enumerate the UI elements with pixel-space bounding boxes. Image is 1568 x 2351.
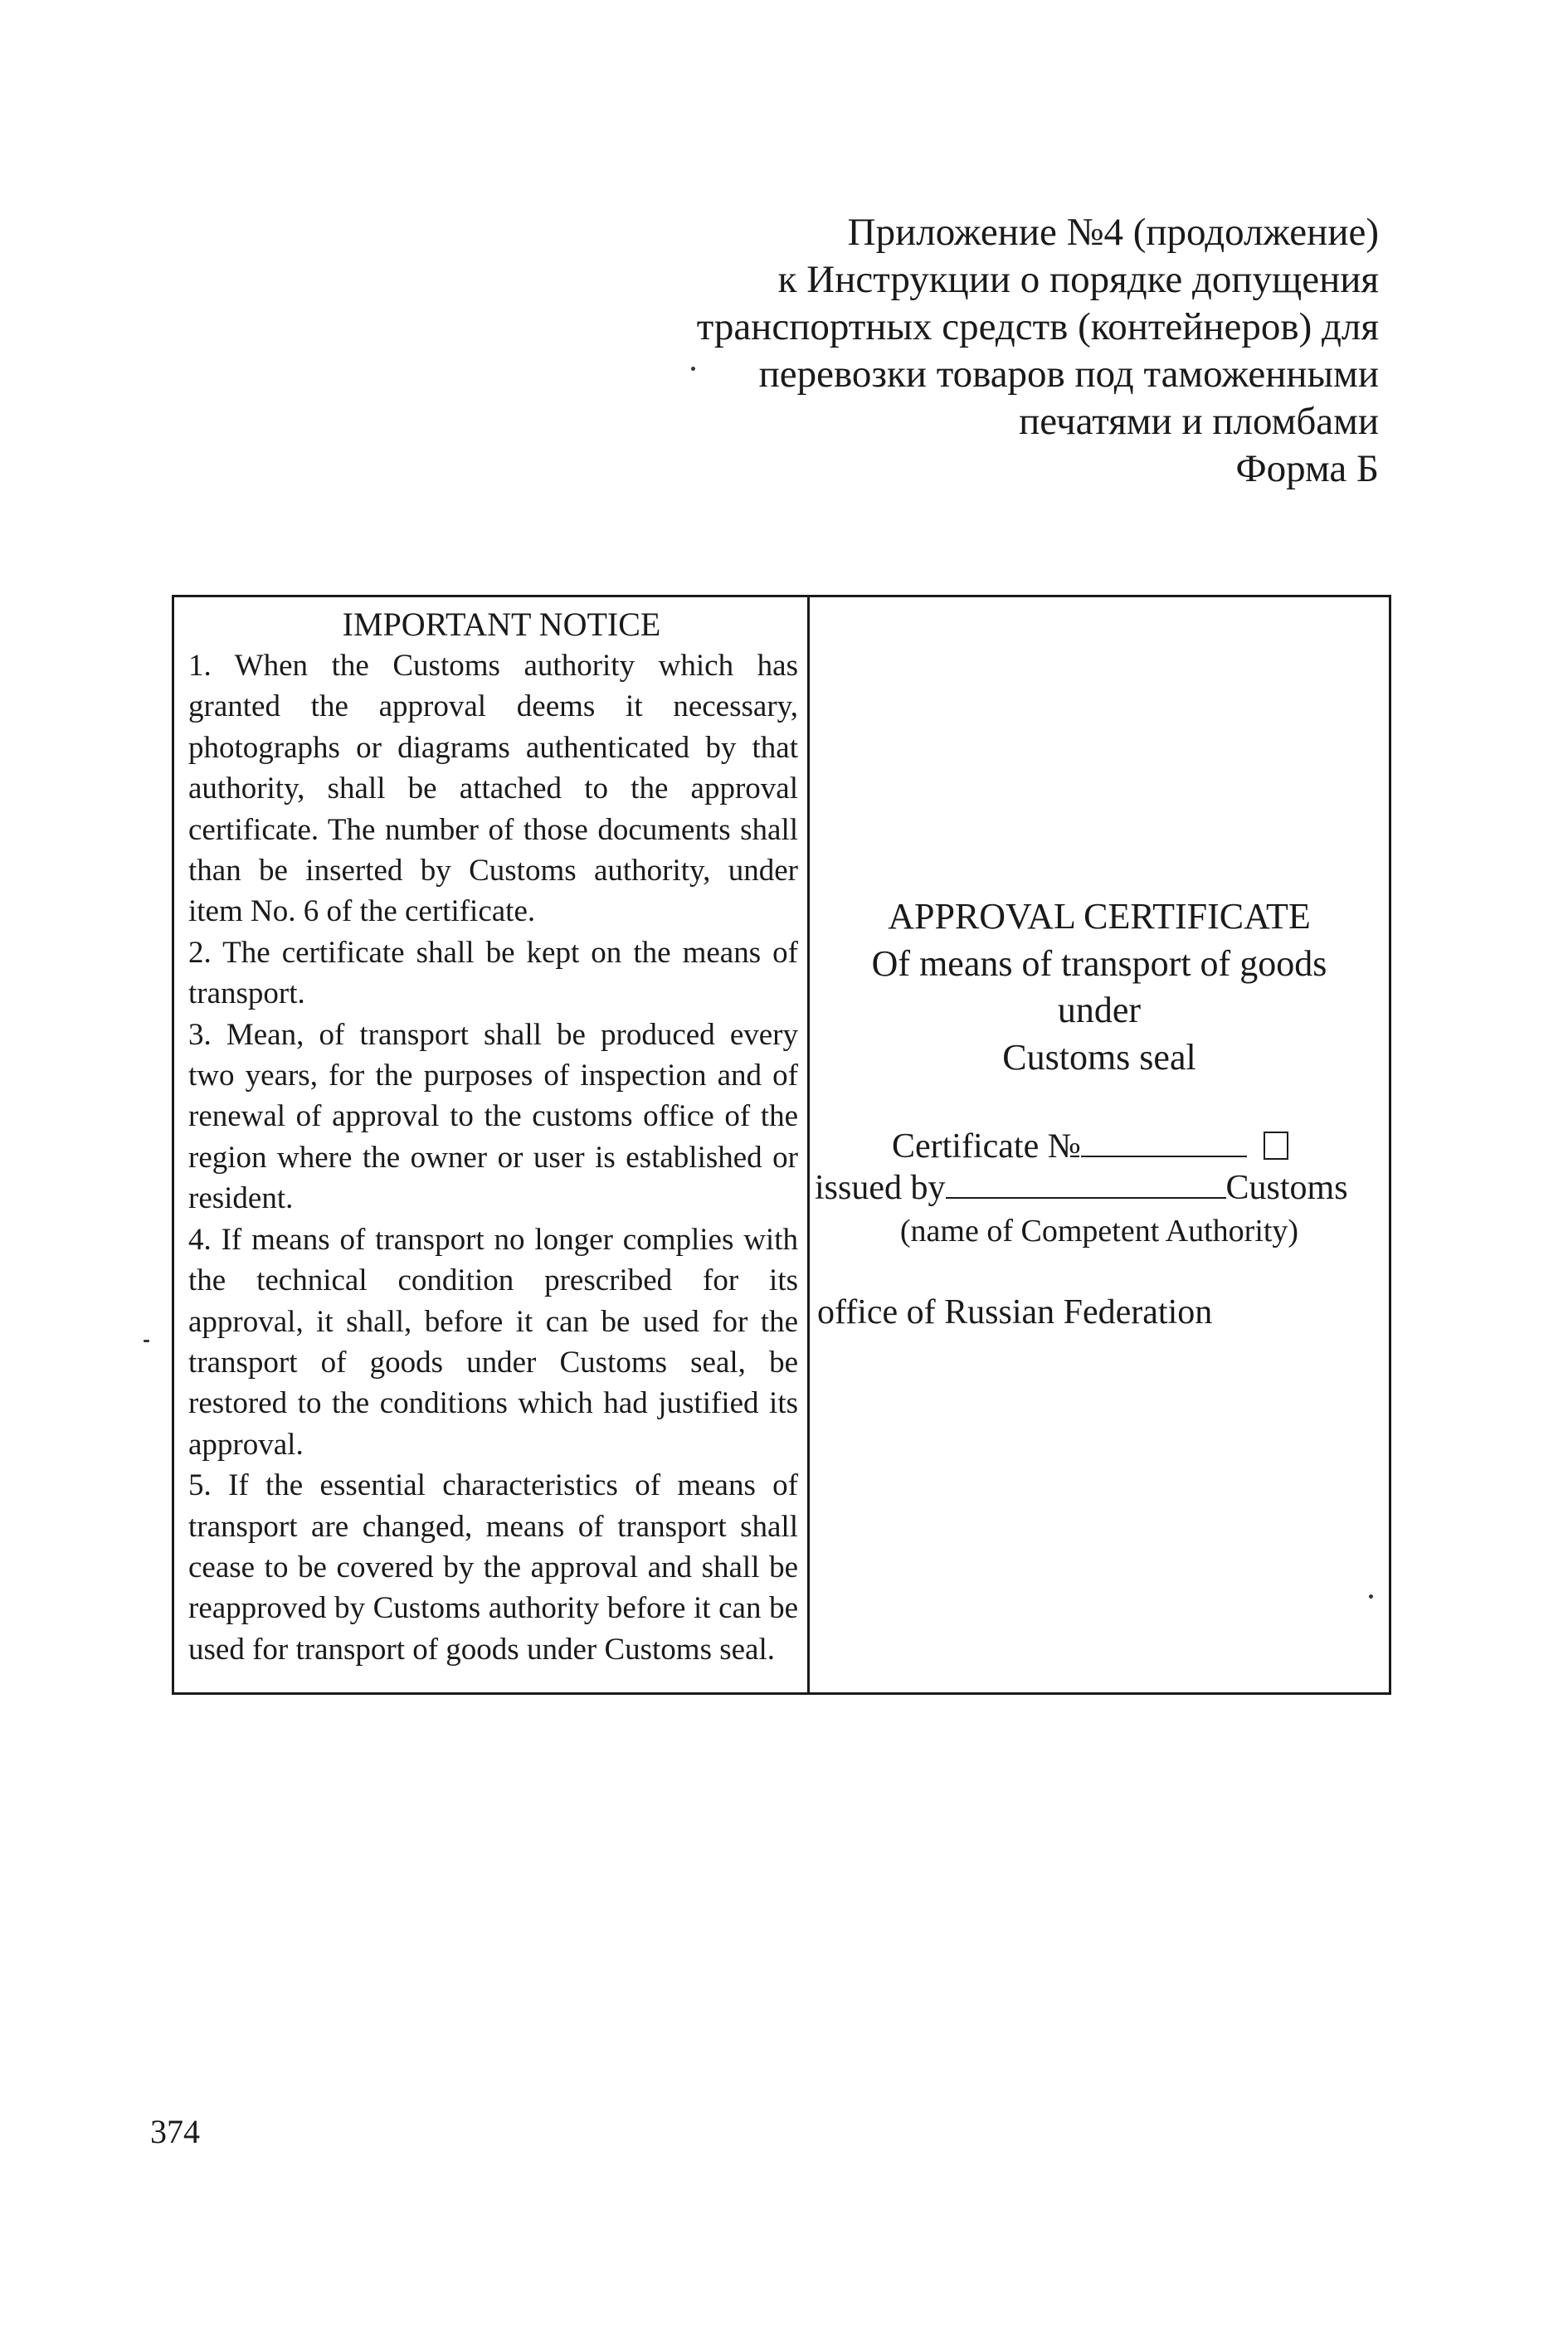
scan-speck bbox=[144, 1340, 149, 1342]
certificate-title-line: under bbox=[1057, 990, 1142, 1030]
scan-speck bbox=[1369, 1594, 1373, 1599]
column-divider bbox=[807, 597, 810, 1692]
annex-header bbox=[632, 209, 1379, 493]
certificate-title-line: Of means of transport of goods bbox=[871, 942, 1327, 984]
notice-item-2: 2. The certificate shall be kept on the means of transport. bbox=[188, 935, 798, 1011]
certificate-number-field[interactable] bbox=[1081, 1127, 1247, 1157]
scan-speck bbox=[691, 367, 695, 371]
form-label: Форма Б bbox=[1235, 447, 1379, 490]
notice-item-5: 5. If the essential characteristics of means of transport are changed, means of transport shall cease to be covered by the approval and shall be reapproved by Customs authority before it can be used for transport of goods under Customs seal. bbox=[188, 1468, 798, 1667]
certificate-form-table bbox=[172, 595, 1391, 1695]
certificate-number-label: Certificate № bbox=[892, 1127, 1081, 1166]
annex-line: печатями и пломбами bbox=[1019, 400, 1379, 443]
issued-by-row bbox=[815, 1167, 1348, 1209]
notice-item-4: 4. If means of transport no longer complies with the technical condition prescribed for its approval, it shall, before it can be used for the transport of goods under Customs seal, be restored to the conditions which had justified its approval. bbox=[188, 1222, 798, 1462]
annex-line: к Инструкции о порядке допущения bbox=[777, 258, 1379, 301]
certificate-title bbox=[817, 893, 1381, 1081]
certificate-title-line: APPROVAL CERTIFICATE bbox=[888, 896, 1311, 937]
notice-title: IMPORTANT NOTICE bbox=[342, 606, 661, 643]
important-notice bbox=[188, 604, 798, 1670]
annex-line: перевозки товаров под таможенными bbox=[758, 353, 1379, 396]
annex-line: транспортных средств (контейнеров) для bbox=[696, 305, 1379, 348]
issued-by-label: issued by bbox=[815, 1169, 946, 1207]
authority-note: (name of Competent Authority) bbox=[899, 1214, 1299, 1249]
issued-by-field[interactable] bbox=[946, 1169, 1226, 1199]
checkbox-icon[interactable] bbox=[1264, 1132, 1288, 1160]
certificate-title-line: Customs seal bbox=[1002, 1036, 1196, 1078]
page-number: 374 bbox=[150, 2113, 200, 2150]
customs-label: Customs bbox=[1225, 1169, 1348, 1207]
annex-line: Приложение №4 (продолжение) bbox=[847, 211, 1379, 254]
notice-item-3: 3. Mean, of transport shall be produced every two years, for the purposes of inspection and of renewal of approval to the customs office of the region where the owner or user is established or resident. bbox=[188, 1017, 798, 1216]
notice-item-1: 1. When the Customs authority which has granted the approval deems it necessary, photographs or diagrams authenticated by that authority, shall be attached to the approval certificate. The number of those documents shall than be inserted by Customs authority, under item No. 6 of the certificate. bbox=[188, 649, 798, 929]
certificate-number-row bbox=[892, 1126, 1288, 1167]
office-label: office of Russian Federation bbox=[817, 1293, 1213, 1331]
